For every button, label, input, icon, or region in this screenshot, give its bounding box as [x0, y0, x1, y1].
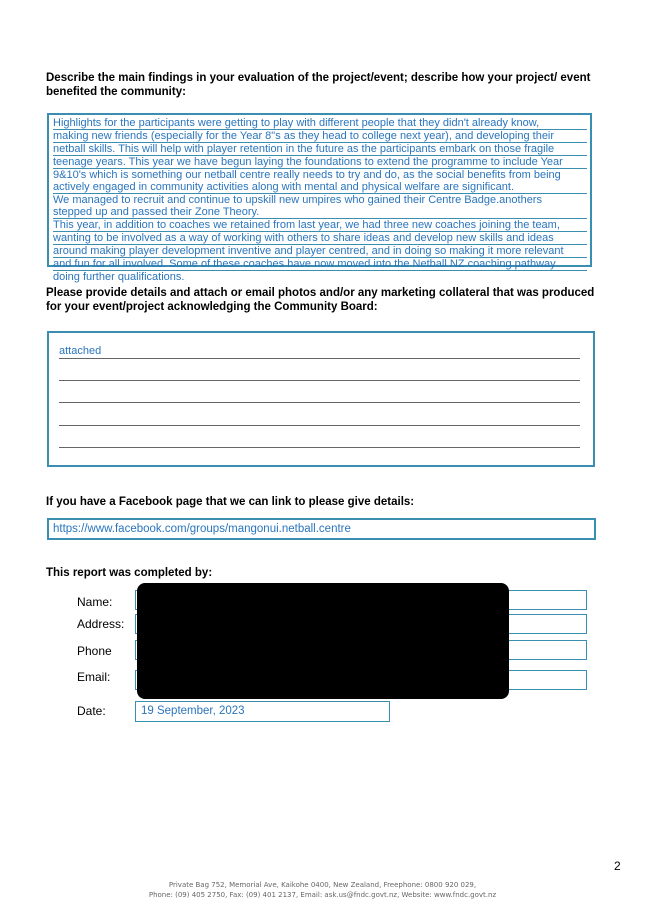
findings-line: stepped up and passed their Zone Theory.	[53, 206, 587, 219]
phone-label: Phone	[77, 644, 112, 658]
photos-line	[59, 447, 580, 448]
photos-line	[59, 402, 580, 403]
photos-textbox[interactable]	[47, 331, 595, 467]
photos-line	[59, 345, 580, 359]
findings-line: wanting to be involved as a way of working with others to share ideas and develop new skills and ideas	[53, 232, 587, 245]
findings-line: Highlights for the participants were getting to play with different people that they didn't already know,	[53, 117, 587, 130]
photos-answer: attached	[59, 345, 102, 357]
footer	[0, 880, 645, 900]
findings-line: actively engaged in community activities along with mental and physical welfare are significant.	[53, 181, 587, 194]
redaction-block	[137, 583, 509, 699]
findings-line: and fun for all involved. Some of these coaches have now moved into the Netball NZ coaching pathway	[53, 258, 587, 271]
facebook-question: If you have a Facebook page that we can link to please give details:	[46, 496, 415, 508]
findings-line: around making player development inventive and player centred, and in doing so making it more relevant	[53, 245, 587, 258]
photos-line	[59, 425, 580, 426]
name-label: Name:	[77, 595, 113, 609]
footer-line-2: Phone: (09) 405 2750, Fax: (09) 401 2137, Email: ask.us@fndc.govt.nz, Website: www.fndc.govt.nz	[148, 891, 497, 899]
findings-line: 9&10's which is something our netball centre really needs to try and do, as the social benefits from being	[53, 169, 561, 181]
email-label: Email:	[77, 670, 111, 684]
photos-question: Please provide details and attach or email photos and/or any marketing collateral that was produced for your event/project acknowledging the Community Board:	[46, 287, 595, 313]
address-label: Address:	[77, 617, 125, 631]
findings-line: This year, in addition to coaches we retained from last year, we had three new coaches joining the team,	[53, 219, 587, 232]
findings-line: doing further qualifications.	[53, 271, 185, 283]
findings-line: making new friends (especially for the Year 8"s as they head to college next year), and developing their	[53, 130, 587, 143]
findings-line: netball skills. This will help with player retention in the future as the participants embark on those fragile	[53, 143, 587, 156]
photos-line	[59, 380, 580, 381]
findings-question: Describe the main findings in your evaluation of the project/event; describe how your project/ event benefited the community:	[46, 72, 591, 98]
findings-textbox[interactable]	[47, 113, 592, 283]
date-label: Date:	[77, 704, 106, 718]
findings-line: teenage years. This year we have begun laying the foundations to extend the programme to include Year	[53, 156, 587, 169]
footer-line-1: Private Bag 752, Memorial Ave, Kaikohe 0400, New Zealand, Freephone: 0800 920 029,	[168, 881, 477, 889]
findings-line: We managed to recruit and continue to upskill new umpires who gained their Centre Badge.anothers	[53, 194, 542, 206]
facebook-field[interactable]: https://www.facebook.com/groups/mangonui.netball.centre	[47, 518, 596, 540]
date-field[interactable]: 19 September, 2023	[135, 701, 390, 722]
completed-by-heading: This report was completed by:	[46, 567, 213, 579]
page-number: 2	[614, 859, 621, 873]
